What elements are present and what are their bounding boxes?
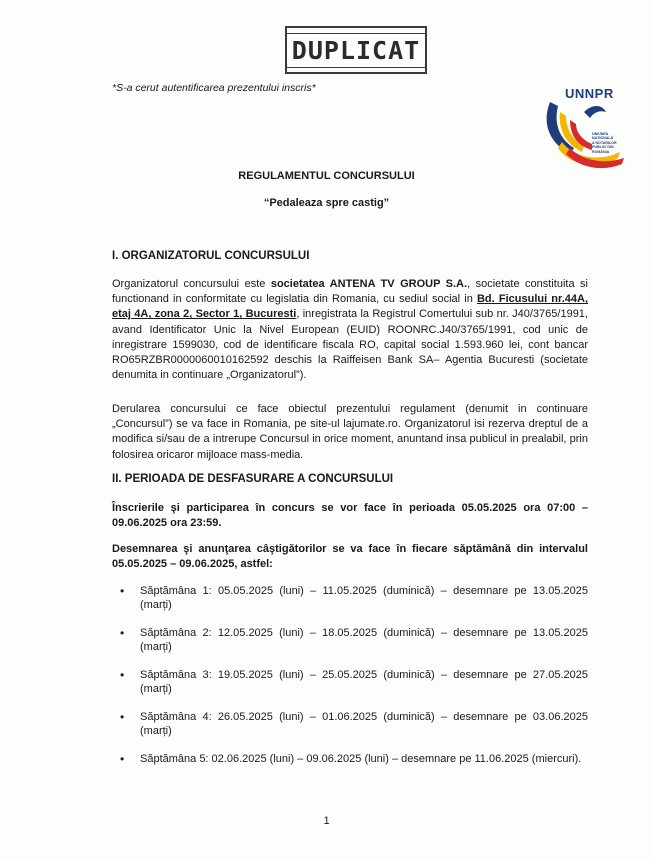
logo-line: PUBLICI DIN bbox=[592, 145, 614, 150]
organizer-name: societatea ANTENA TV GROUP S.A. bbox=[270, 278, 468, 290]
week-item: • Săptămâna 1: 05.05.2025 (luni) – 11.05.2025 (duminică) – desemnare pe 13.05.2025 (marți) bbox=[112, 584, 588, 626]
document-title: REGULAMENTUL CONCURSULUI bbox=[238, 170, 415, 182]
logo-line: ROMÂNIA bbox=[592, 149, 610, 154]
document-subtitle: “Pedaleaza spre castig” bbox=[263, 197, 390, 209]
duplicat-stamp bbox=[285, 26, 427, 74]
logo-title: UNNPR bbox=[565, 86, 614, 101]
unnpr-logo bbox=[540, 82, 630, 172]
week-item: • Săptămâna 5: 02.06.2025 (luni) – 09.06.2025 (luni) – desemnare pe 11.06.2025 (miercuri). bbox=[112, 752, 588, 794]
logo-line: UNIUNEA bbox=[592, 132, 609, 136]
section-2-heading: II. PERIOADA DE DESFASURARE A CONCURSULUI bbox=[112, 473, 394, 485]
page-number: 1 bbox=[323, 815, 330, 827]
week-item: • Săptămâna 3: 19.05.2025 (luni) – 25.05.2025 (duminică) – desemnare pe 27.05.2025 (marți) bbox=[112, 668, 588, 710]
registration-period-paragraph: Înscrierile şi participarea în concurs se vor face în perioada 05.05.2025 ora 07:00 – 09.06.2025 ora 23:59. bbox=[112, 502, 588, 530]
authentication-note: *S-a cerut autentificarea prezentului inscris* bbox=[112, 82, 316, 94]
logo-line: A NOTARILOR bbox=[592, 140, 617, 145]
text-span: , societate constituita si functionand in conformitate cu legislatia din Romania, cu sediul social in bbox=[112, 278, 588, 306]
weeks-list bbox=[112, 584, 588, 794]
winners-announcement-paragraph: Desemnarea şi anunţarea câştigătorilor se va face în fiecare săptămână din intervalul 05.05.2025 – 09.06.2025, astfel: bbox=[112, 543, 588, 571]
stamp-text: DUPLICAT bbox=[285, 33, 427, 68]
logo-line: NAȚIONALĂ bbox=[592, 136, 614, 141]
text-span: Organizatorul concursului este bbox=[112, 278, 271, 290]
week-item: • Săptămâna 4: 26.05.2025 (luni) – 01.06.2025 (duminică) – desemnare pe 03.06.2025 (marți) bbox=[112, 710, 588, 752]
section-1-heading: I. ORGANIZATORUL CONCURSULUI bbox=[112, 250, 310, 262]
week-item: • Săptămâna 2: 12.05.2025 (luni) – 18.05.2025 (duminică) – desemnare pe 13.05.2025 (marți) bbox=[112, 626, 588, 668]
logo-subtitle bbox=[592, 132, 632, 154]
organizer-address: Bd. Ficusului nr.44A, etaj 4A, zona 2, Sector 1, Bucuresti bbox=[112, 293, 588, 321]
text-span: , inregistrata la Registrul Comertului sub nr. J40/3765/1991, avand Identificator Unic la Nivel European (EUID) ROONRC.J40/3765/1991, cod unic de inregistrare 1599030, cod de identificare fiscala RO, capital social 1.593.960 lei, cont bancar RO65RZBR0000060010162592 deschis la Raiffeisen Bank SA– Agentia Bucuresti (societate denumita in continuare „Organizatorul”). bbox=[112, 308, 588, 382]
organizer-paragraph bbox=[112, 277, 588, 383]
contest-location-paragraph: Derularea concursului ce face obiectul prezentului regulament (denumit in continuare „Concursul”) se va face in Romania, pe site-ul lajumate.ro. Organizatorul isi rezerva dreptul de a modifica si/sau de a intrerupe Concursul in orice moment, anuntand insa publicul in prealabil, prin folosirea oricaror mijloace mass-media. bbox=[112, 403, 588, 461]
